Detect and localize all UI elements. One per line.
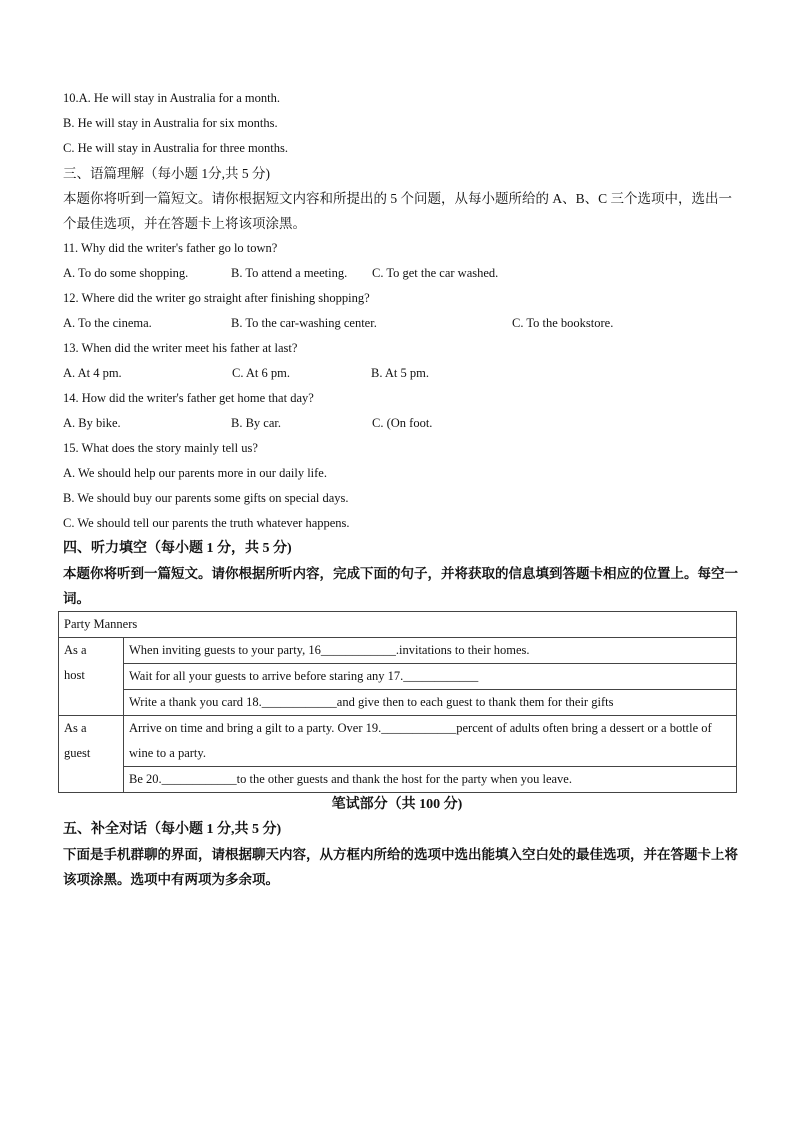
section3-instructions: 本题你将听到一篇短文。请你根据短文内容和所提出的 5 个问题，从每小题所给的 A、B、C 三个选项中，选出一个最佳选项，并在答题卡上将该项涂黑。 [63, 191, 733, 231]
q12-option: B. To the car-washing center. [231, 316, 377, 330]
q10-option-a: 10.A. He will stay in Australia for a month. [63, 91, 280, 105]
q10-option-c: C. He will stay in Australia for three months. [63, 141, 288, 155]
q14-option: C. (On foot. [372, 416, 433, 430]
q13-option: A. At 4 pm. [63, 366, 122, 380]
table-title: Party Manners [59, 612, 737, 638]
q12-question: 12. Where did the writer go straight after finishing shopping? [63, 291, 370, 305]
q14-option: B. By car. [231, 416, 281, 430]
q15-option-a: A. We should help our parents more in our daily life. [63, 466, 327, 480]
q13-option: C. At 6 pm. [232, 366, 290, 380]
q15-option-b: B. We should buy our parents some gifts on special days. [63, 491, 349, 505]
q11-option: B. To attend a meeting. [231, 266, 348, 280]
q14-option: A. By bike. [63, 416, 121, 430]
q15-option-c: C. We should tell our parents the truth whatever happens. [63, 516, 350, 530]
table-cell: Wait for all your guests to arrive before staring any 17.____________ [124, 664, 737, 690]
section5-title: 五、补全对话（每小题 1 分,共 5 分) [63, 822, 282, 837]
q10-option-b: B. He will stay in Australia for six months. [63, 116, 278, 130]
q14-options [63, 411, 739, 436]
q12-option: C. To the bookstore. [512, 316, 614, 330]
table-cell: Arrive on time and bring a gilt to a party. Over 19.____________percent of adults often bring a dessert or a bottle of wine to a party. [124, 716, 737, 767]
q11-question: 11. Why did the writer's father go lo town? [63, 241, 278, 255]
q13-option: B. At 5 pm. [371, 366, 429, 380]
host-label-line2: host [64, 668, 85, 682]
written-section-title: 笔试部分（共 100 分) [331, 797, 463, 812]
host-label-line1: As a [64, 643, 87, 657]
q13-options [63, 361, 739, 386]
q15-question: 15. What does the story mainly tell us? [63, 441, 258, 455]
host-label-cell [59, 638, 124, 716]
table-cell: Be 20.____________to the other guests and thank the host for the party when you leave. [124, 767, 737, 793]
section5-instructions: 下面是手机群聊的界面，请根据聊天内容，从方框内所给的选项中选出能填入空白处的最佳选项，并在答题卡上将该项涂黑。选项中有两项为多余项。 [63, 847, 738, 887]
guest-label-cell [59, 716, 124, 793]
q11-options [63, 261, 739, 286]
party-manners-table [58, 611, 737, 793]
q11-option: C. To get the car washed. [372, 266, 499, 280]
guest-label-line2: guest [64, 746, 91, 760]
q12-options [63, 311, 739, 336]
guest-label-line1: As a [64, 721, 87, 735]
section4-instructions: 本题你将听到一篇短文。请你根据所听内容，完成下面的句子，并将获取的信息填到答题卡相应的位置上。每空一词。 [63, 566, 738, 606]
q12-option: A. To the cinema. [63, 316, 152, 330]
q13-question: 13. When did the writer meet his father at last? [63, 341, 298, 355]
section3-title: 三、语篇理解（每小题 1分,共 5 分) [63, 166, 270, 181]
q14-question: 14. How did the writer's father get home that day? [63, 391, 314, 405]
table-cell: Write a thank you card 18.____________and give then to each guest to thank them for their gifts [124, 690, 737, 716]
section4-title: 四、听力填空（每小题 1 分，共 5 分) [63, 541, 292, 556]
lower-content [63, 817, 739, 892]
table-cell: When inviting guests to your party, 16____________.invitations to their homes. [124, 638, 737, 664]
upper-content [63, 86, 739, 611]
q11-option: A. To do some shopping. [63, 266, 189, 280]
